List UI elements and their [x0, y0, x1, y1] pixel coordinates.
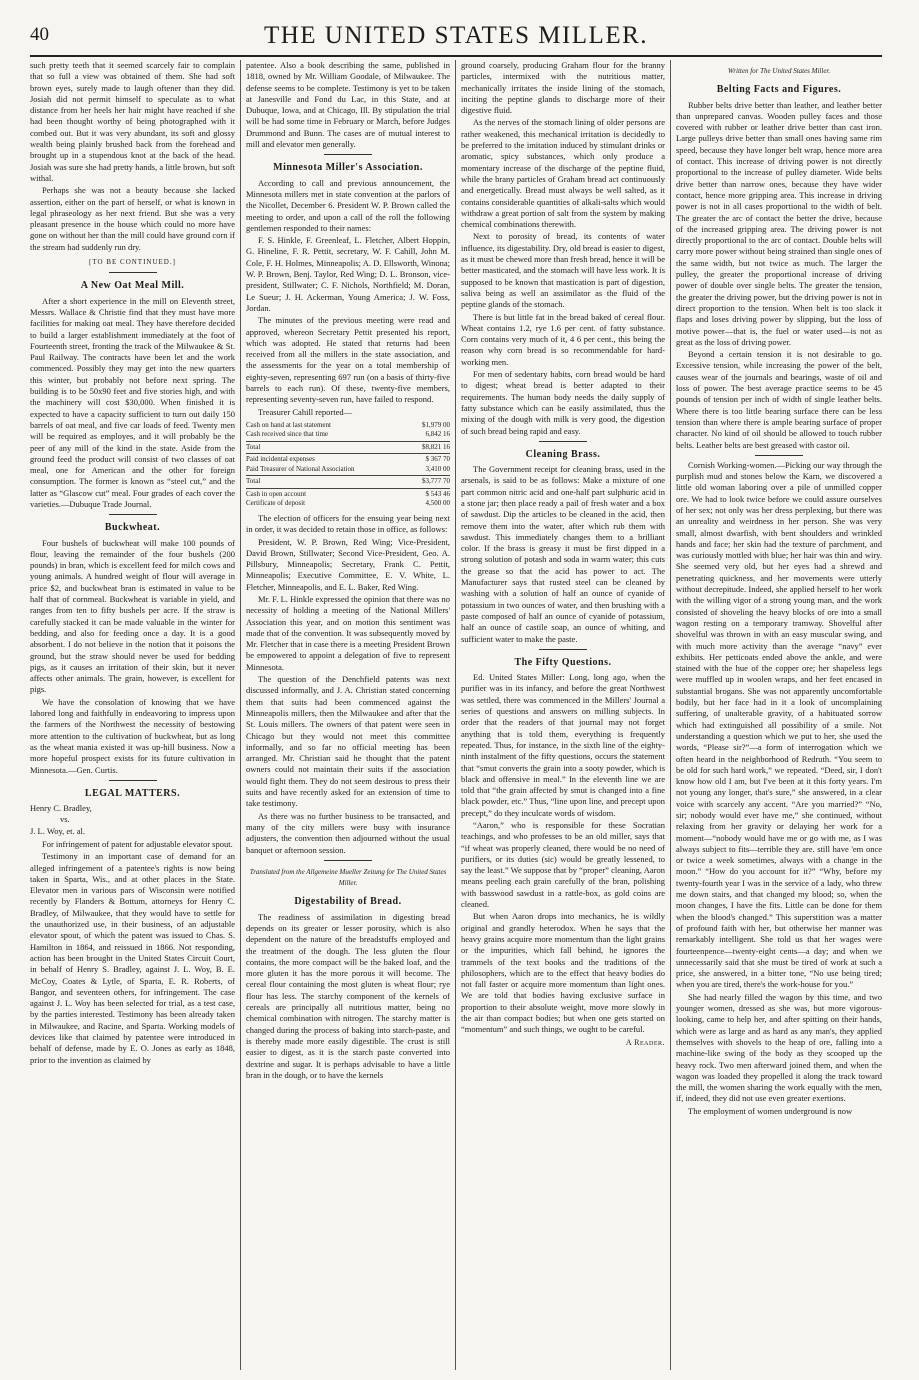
minnesota-paragraph: Mr. F. L. Hinkle expressed the opinion that there was no necessity of holding a meeting of the National Millers' Association this year, and on motion this sentiment was made that of the convention. It was subsequently moved by Mr. Fletcher that in case there is a meeting President Brown be empowered to appoint a delegation of five to represent Minnesota. [246, 593, 450, 672]
account-line [246, 430, 450, 440]
account-line [246, 421, 450, 431]
fifty-questions-paragraph: Ed. United States Miller: Long, long ago, when the purifier was in its infancy, and before the great Northwest was settled, there was commenced in the Millers' Journal a series of questions and answers on milling subjects. In order that the readers of that journal may not forget anything that is told them, everything is frequently repeated. Thus, for instance, in the sixth line of the eighty-ninth instalment of the fifty questions, occurs the statement that “smut converts the grain into a sooty powder, which is black and offensive in meal.” In the eleventh line we are told that “the grain affected by smut is changed into a fine black powder, etc.” Thus, “line upon line, and precept upon precept,” do they inculcate words of wisdom. [461, 672, 665, 818]
account-amount: $1,979 00 [422, 420, 450, 429]
fifty-questions-paragraph: “Aaron,” who is responsible for these Socratian teachings, and who professes to be an old miller, says that “if wheat was properly cleaned, there would be no need of purifiers, or its duties (sic) would be greatly lessened, to say the least.” We suppose that by “proper” cleaning, Aaron means peeling each grain carefully of the bran, polishing with basswood sawdust in a rattle-box, as gold coins are cleaned. [461, 820, 665, 910]
divider [539, 441, 587, 442]
column-2 [246, 60, 450, 1372]
divider [109, 780, 157, 781]
account-label: Certificate of deposit [246, 499, 306, 508]
belting-paragraph: Beyond a certain tension it is not desirable to go. Excessive tension, while increasing the power of the belt, causes wear of the journals and bearings, waste of oil and loss of power. The best average practice seems to be 45 pounds of tension per inch of width of single leather belts. Where there is too little bearing surface there can be less tension than where there is ample bearing surface of proper character. No kind of oil should be allowed to touch rubber belts. Leather belts are best greased with castor oil. [676, 349, 882, 450]
account-label: Paid Treasurer of National Association [246, 464, 355, 473]
account-line [246, 465, 450, 475]
masthead-rule [30, 55, 882, 57]
account-line [246, 477, 450, 487]
account-separator [246, 475, 450, 476]
page-number: 40 [30, 24, 49, 45]
account-amount: 3,410 00 [425, 464, 450, 473]
column-4 [676, 60, 882, 1372]
oatmeal-heading: A New Oat Meal Mill. [80, 280, 185, 292]
account-line [246, 490, 450, 500]
minnesota-paragraph: The question of the Denchfield patents was next discussed informally, and J. A. Christian stated concerning them that suits had been commenced against the Minneapolis millers, then the Milwaukee and after that the St. Louis millers. The owners of that patent were seen in Chicago but they would not meet this committee informally, and so far no official meeting has been arranged. Mr. Christian said he thought that the patent owners could not maintain their suits if the association would fight them. They do not seem desirous to press their suits and have recently asked for an extension of time to take testimony. [246, 674, 450, 809]
account-amount: $ 543 46 [425, 489, 450, 498]
legal-heading: LEGAL MATTERS. [84, 787, 181, 799]
case-versus: vs. [60, 814, 70, 825]
fifty-questions-paragraph: But when Aaron drops into mechanics, he is wildly original and grandly heterodox. When he says that the heavy grains acquire more momentum than the light grains or the impurities, which fall behind, he ignores the trammels of the text books and the traditions of the philosophers, which are to the effect that heavy bodies do not fall faster or acquire more momentum than light ones. We are told that bodies having exclusive surface in proportion to their absolute weight, move more slowly in the air than compact bodies; but when one gets started on “momentum” and such things, we ought to be careful. [461, 911, 665, 1035]
fifty-questions-heading: The Fifty Questions. [514, 656, 612, 668]
to-be-continued: [TO BE CONTINUED.] [89, 258, 176, 267]
divider [755, 455, 803, 456]
belting-heading: Belting Facts and Figures. [716, 84, 842, 96]
column-3 [461, 60, 665, 1372]
account-separator [246, 453, 450, 454]
account-label: Paid incidental expenses [246, 455, 315, 464]
digestability-continuation: ground coarsely, producing Graham flour for the branny particles, intermixed with the nutritious matter, mechanically irritates the inside lining of the stomach, inciting the peptine glands to discharge more of their digestive fluid. [461, 60, 665, 116]
legal-continuation: patentee. Also a book describing the same, published in 1818, owned by Mr. William Goodale, of Milwaukee. The defense seems to be complete. Testimony is yet to be taken at Janesville and Fond du Lac, in this State, and at Dubuque, Iowa, and at Chicago, Ill. By stipulation the trial will be had some time in February or March, before Judges Drummond and Bunn. The cases are of mutual interest to mill and elevator men generally. [246, 60, 450, 150]
minnesota-heading: Minnesota Miller's Association. [273, 162, 423, 174]
account-label: Cash in open account [246, 489, 307, 498]
column-rule [670, 60, 671, 1370]
digestability-paragraph: There is but little fat in the bread baked of cereal flour. Wheat contains 1.2, rye 1.6 per cent. of fatty substance. Corn contains very much of it, 4 6 per cent., this being the reason why corn bread is so recommendable for hard-working men. [461, 311, 665, 367]
account-label: Cash received since that time [246, 430, 329, 439]
case-defendant: J. L. Woy, et. al. [30, 825, 86, 836]
account-amount: 4,500 00 [425, 499, 450, 508]
letter-signature: A Reader. [625, 1037, 665, 1047]
belting-paragraph: Rubber belts drive better than leather, and leather better than unprepared canvas. Wooden pulley faces and those covered with rubber or leather drive better than cast iron. Large pulleys drive better than small ones having same rim speed, because they have longer belt wrap, hence more area of contact. This increase of driving power is not directly proportional to the increase of pulley diameter. Wide belts drive better than narrow ones, because they have wider contact, hence more gripping area. This increase in driving power is not in all cases proportional to the width of belt. The greater the arc of contact the better the drive, because of the increased gripping area. The driving power is not directly proportional to the arc of contact. Double belts will carry more power without being strained than single ones of the same width, but not twice as much. The larger the pulley, the greater the proportional increase of driving power of double over single belts. The greater the tension, the greater the driving power, but the driving power is not in direct proportion to the tension. When belt is too slack it flaps and loses driving power by slipping, but the loss of motive power—that is, the fuel or water used—is not as great as the loss of driving power. [676, 99, 882, 347]
oatmeal-paragraph: After a short experience in the mill on Eleventh street, Messrs. Wallace & Christie find that they must have more facilities for making oat meal. They have therefore decided to build a larger establishment immediately at the foot of Fourteenth street, fronting the track of the Milwaukee & St. Paul Railway. The contracts have been let and the work commenced. Possibly they may get into the new quarters this winter, but probably not before next spring. The building is to be 50x90 feet and five stories high, and with the machinery will cost $30,000. When finished it is expected to have a capacity sufficient to turn out daily 150 barrels of oat meal, and five car loads of feed. Twenty men will be required as employes, and it will probably be the peer of any mill of the kind in the state. Aside from the ground feed the product will consist of two classes of oat meal, one for American and the other for foreign consumption. The former is known as “steel cut,” and the latter as “Glascow cut” meal. Four grades of each cover the varieties.—Dubuque Trade Journal. [30, 295, 235, 509]
digestability-paragraph: As the nerves of the stomach lining of older persons are rather weakened, this mechanical irritation is decidedly to be preferred to the imitation induced by stimulant drinks or aromatic, spicy substances, which only produce a momentary increase of the discharge of the peptine fluid, while the brany particles of Graham bread act continuously and energetically. Bread must always be well salted, as it contains considerable quantities of alkali-salts which would withdraw a great portion of salt from the system by making chemical combinations therewith. [461, 117, 665, 230]
divider [324, 860, 372, 861]
minnesota-paragraph: As there was no further business to be transacted, and many of the city millers were busy with insurance adjusters, the convention then adjourned without the usual banquet or afternoon session. [246, 810, 450, 855]
digestability-heading: Digestability of Bread. [294, 896, 402, 908]
case-caption [30, 803, 235, 837]
legal-paragraph: For infringement of patent for adjustable elevator spout. [42, 839, 233, 849]
buckwheat-paragraph: We have the consolation of knowing that we have labored long and faithfully in endeavoring to impress upon the farmers of the Northwest the necessity of bestowing more attention to the cultivation of buckwheat, but as long as the wheat mania existed it was up-hill business. Now a more hopeful prospect exists for its future cultivation in Minnesota.—Gen. Curtis. [30, 696, 235, 775]
newspaper-title: THE UNITED STATES MILLER. [263, 22, 649, 49]
account-label: Cash on hand at last statement [246, 420, 331, 429]
buckwheat-paragraph: Four bushels of buckwheat will make 100 pounds of flour, leaving the remainder of the four bushels (200 pounds) in bran, which is excellent feed for milch cows and young animals. A hundred weight of flour will average in price $2, and buckwheat bran is estimated in value to be half that of cornmeal. Buckwheat is variable in yield, and ranges from ten to fifty bushels per acre. If the straw is carefully stacked it can be made valuable in the winter for bedding, and also for feeding once a day. It is a good absorbent. I do not believe in the notion that it poisons the ground, but the straw should never be used for bedding pigs, as it causes an irritation of their skin, but it never affects other animals. The grain, however, is excellent for pigs. [30, 537, 235, 695]
minnesota-paragraph: F. S. Hinkle, F. Greenleaf, L. Fletcher, Albert Hoppin, G. Hineline, F. R. Pettit, secretary, W. F. Cahill, John M. Cole, F. H. Holmes, Minneapolis; A. D. Ellsworth, Winona; W. P. Brown, Benj. Taylor, Red Wing; D. L. Bronson, vice-president, Stillwater; C. F. Nichols, Northfield; M. Doran, Le Sueur; J. H. Ackerman, Young America; J. W. Foss, Jordan. [246, 235, 450, 313]
minnesota-paragraph: According to call and previous announcement, the Minnesota millers met in state convention at the parlors of the Nicollet, December 6. President W. P. Brown called the meeting to order, and upon a call of the roll the following gentlemen responded to their names: [246, 177, 450, 233]
account-separator [246, 488, 450, 489]
story-paragraph: Perhaps she was not a beauty because she lacked assertion, either on the part of herself, or what is known in legal phraseology as her next friend. But she was a very pleasant presence in the house which could no more have gone on without her than the mill could have ground corn if the stream had suddenly run dry. [30, 185, 235, 252]
written-for-note: Written for The United States Miller. [727, 67, 831, 75]
digestability-paragraph: Next to porosity of bread, its contents of water influence, its digestability. Dry, old bread is easier to digest, as it must be chewed more than fresh bread, hence it will be better masticated, and the stomach will have less work. It is supposed to be known that mastication is part of digestion, saliva being as well an assimilator as the fluid of the peptine glands of the stomach. [461, 231, 665, 310]
account-amount: $3,777 70 [422, 477, 450, 486]
cornish-paragraph: The employment of women underground is now [688, 1105, 853, 1116]
account-line [246, 443, 450, 453]
minnesota-paragraph: The minutes of the previous meeting were read and approved, whereon Secretary Pettit presented his report, which was adopted. He stated that returns had been received from all the millers in the state association, and the assessments for the year on a total membership of eighty-seven, representing 697 run (on a basis of thirty-five barrels to each run). Of these, twenty-five members, representing seventy-seven run, have failed to respond. [246, 315, 450, 405]
column-1 [30, 60, 235, 1372]
column-rule [455, 60, 456, 1370]
divider [324, 154, 372, 155]
account-separator [246, 441, 450, 442]
digestability-paragraph: The readiness of assimilation in digesting bread depends on its greater or lesser porosity, which is also dependent on the nature of the breadstuffs employed and the treatment of the dough. The less gluten the flour contains, the more compact will be the baked loaf, and the more gluten it has the more porous it will become. The cereal flour containing the most gluten is wheat flour; rye flour has less. The starchy component of the kernels of cereals are principally all nutritious matter, being no chemical combination with nitrogen. The starchy matter is changed during the process of baking into starch-paste, and is thereby made more easily digestible. The crust is still easier to digest, as it is the starch paste converted into dextrine and sugar. It is perhaps advisable to have a little bran in the dough, or to have the kernels [246, 911, 450, 1080]
legal-paragraph: Testimony in an important case of demand for an alleged infringement of a patentee's rights is now being taken in Sparta, Wis., and at other places in the State. Elevator men in various pars of Wisconsin were notified recently by Flanders & Bottum, attorneys for Henry C. Bradley, of Milwaukee, that they would have to settle for the unauthorized use, in their business, of an adjustable elevator spout, of which the patent was issued to Chas. S. Hamilton in 1864, and reissued in 1866. Not responding, action has been brought in the United States Circuit Court, in behalf of Henry S. Bradley, against J. L. Woy, B. E. McCoy, Coates & Lytle, of Sparta, E. R. Roberts, of Bangor, and seventeen others, for infringement. The case against J. L. Woy has been selected for trial, as a test case, by the parties interested. Testimony has been already taken in Milwaukee, and Racine, and Sparta. Working models of devices like that claimed by patentee were introduced in behalf of defense, made by E. O. Jones as early as 1848, prior to the invention as claimed by [30, 851, 235, 1065]
account-line [246, 455, 450, 465]
treasurer-report [246, 421, 450, 509]
digestability-paragraph: For men of sedentary habits, corn bread would be hard to digest; wheat bread is better adapted to their requirements. The human body needs the daily supply of fatty substance which can be easily assimilated, thus the mixing of the dough with milk is very good, the digestion of such bread being rapid and easy. [461, 369, 665, 436]
brass-heading: Cleaning Brass. [525, 448, 601, 460]
column-rule [240, 60, 241, 1370]
masthead [30, 24, 882, 56]
account-label: Total [246, 442, 261, 451]
story-continuation: such pretty teeth that it seemed scarcely fair to complain that so full a view was obtained of them. She had soft brown eyes, surely made to laugh oftener than they did. Josiah did not permit himself to speculate as to what distance from her heels her hair might have reached if she had been thought worthy of being photographed with it combed out. But it was very abundant, its soft and glossy wealth being plainly brushed back from the forehead and brought up in a stupendous knot at the back of the head. Josiah was sure she had pretty hands, a little brown, but soft withal. [30, 60, 235, 183]
cornish-paragraph: Cornish Working-women.—Picking our way through the purplish mud and stones below the Karn, we discovered a little old woman laboring over a pile of unmilled copper ore. We had to look twice before we could assure ourselves of her sex; not only was her dress perplexing, but there was an unreality and weirdness in her person. She was very small, almost dwarfish, with bent shoulders and wrinkled hands and face; her skin had the texture of parchment, and was curiously mottled with blue; her hair was thin and wiry. She seemed very old, but her eyes had a shrewd and penetrating quickness, and her movements were utterly without decrepitude. Indeed, she applied herself to her work with the willing vigor of a strong young man, and the work consisted of shoveling the heavy blocks of ore into a small wagon resting on a temporary tramway. Shovelful after shovelful was thrown in with an easy muscular swing, and with much more activity than the average “navy” ever exhibits. Her petticoats ended above the ankle, and were stained with the hue of the copper ore; her shapeless legs were muffled up in woolen wraps, and her feet encased in substantial brogans. She was not apparently uncomfortable bodily, but her face had in it a look of uncomplaining suffering, of unalterable gravity, of a habituated sorrow which had extinguished all possibility of a smile. Not understanding a question which we put to her, she used the words, “Please sir?”—a form of interrogation which we often heard in the neighborhood of Redruth. “You seem to be old for such hard work,” we repeated. “Deed, sir, I don't know how old I am, but I've been at it this forty years. I'm not young any longer, that's sure,” she answered, in a clear voice with scarcely any accent. “Are you married?” “No, sir; nobody would ever have me,” she continued, without relaxing from her gravity or delaying her work for a moment—“nobody would have me or go with me, as I was always subject to fits—terrible they are. still have 'em once or twice a week sometimes, always with a change in the moon.” “How do you account for it?” “Why, before my twenty-fourth year I was in the service of a lady, who threw me down stairs, and that changed my blood; so, when the moon changes, I have the fits. Little can be done for them when the blood's changed.” This superstition was a matter of profound faith with her, but otherwise her manner was remarkably intelligent. She told us that her wages were fourteenpence—twenty-eight cents—a day; and when we unnecessarily said that she must be tired of work at such a price, she answered, in a bitter tone, “No use being tired; when you are tired, there's the work-house for you.” [676, 459, 882, 990]
divider [109, 272, 157, 273]
account-amount: $8,821 16 [422, 442, 450, 451]
account-amount: 6,842 16 [425, 430, 450, 439]
translation-note: Translated from the Allgemeine Mueller Zeitung for The United States Miller. [249, 867, 447, 888]
account-line [246, 499, 450, 509]
divider [539, 649, 587, 650]
minnesota-paragraph: President, W. P. Brown, Red Wing; Vice-President, David Brown, Stillwater; Second Vice-President, Geo. A. Pillsbury, Minneapolis; Secretary, Frank C. Pettit, Minneapolis; Executive Committee, E. V. White, L. Fletcher, Minneapolis, and E. L. Baker, Red Wing. [246, 536, 450, 592]
minnesota-paragraph: The election of officers for the ensuing year being next in order, it was decided to retain those in office, as follows: [246, 512, 450, 535]
cornish-paragraph: She had nearly filled the wagon by this time, and two younger women, dressed as she was, but more vigorous-looking, came to help her, and after spitting on their hands, which were as large and as hard as any man's, they applied themselves with shovels to the heap of ore, falling into a machine-like swing of the body as they scooped up the heavy rock. Two men afterward joined them, and when the wagon was loaded they propelled it along the track toward the mill, the women sharing the work equally with the men, if, indeed, they did not use even greater exertions. [676, 991, 882, 1104]
divider [109, 514, 157, 515]
case-plaintiff: Henry C. Bradley, [30, 803, 92, 814]
account-amount: $ 367 70 [425, 455, 450, 464]
buckwheat-heading: Buckwheat. [104, 522, 161, 534]
minnesota-paragraph: Treasurer Cahill reported— [258, 406, 353, 417]
brass-paragraph: The Government receipt for cleaning brass, used in the arsenals, is said to be as follows: Make a mixture of one part common nitric acid and one-half part sulphuric acid in a stone jar; then place ready a pail of fresh water and a box of sawdust. Dip the articles to be cleaned in the acid, then remove them into the water, after which rub them with sawdust. This immediately changes them to a brilliant color. If the brass is greasy it must be first dipped in a strong solution of potash and soda in warm water; this cuts the grease so that the acid has power to act. The Manufacturer says that rusted steel can be cleaned by washing with a solution of half an ounce of cyanide of potassium in two ounces of water, and then brushing with a paste composed of half an ounce of cyanide of potassium, half an ounce of castile soap, an ounce of whiting, and sufficient water to make the paste. [461, 464, 665, 644]
account-label: Total [246, 477, 261, 486]
